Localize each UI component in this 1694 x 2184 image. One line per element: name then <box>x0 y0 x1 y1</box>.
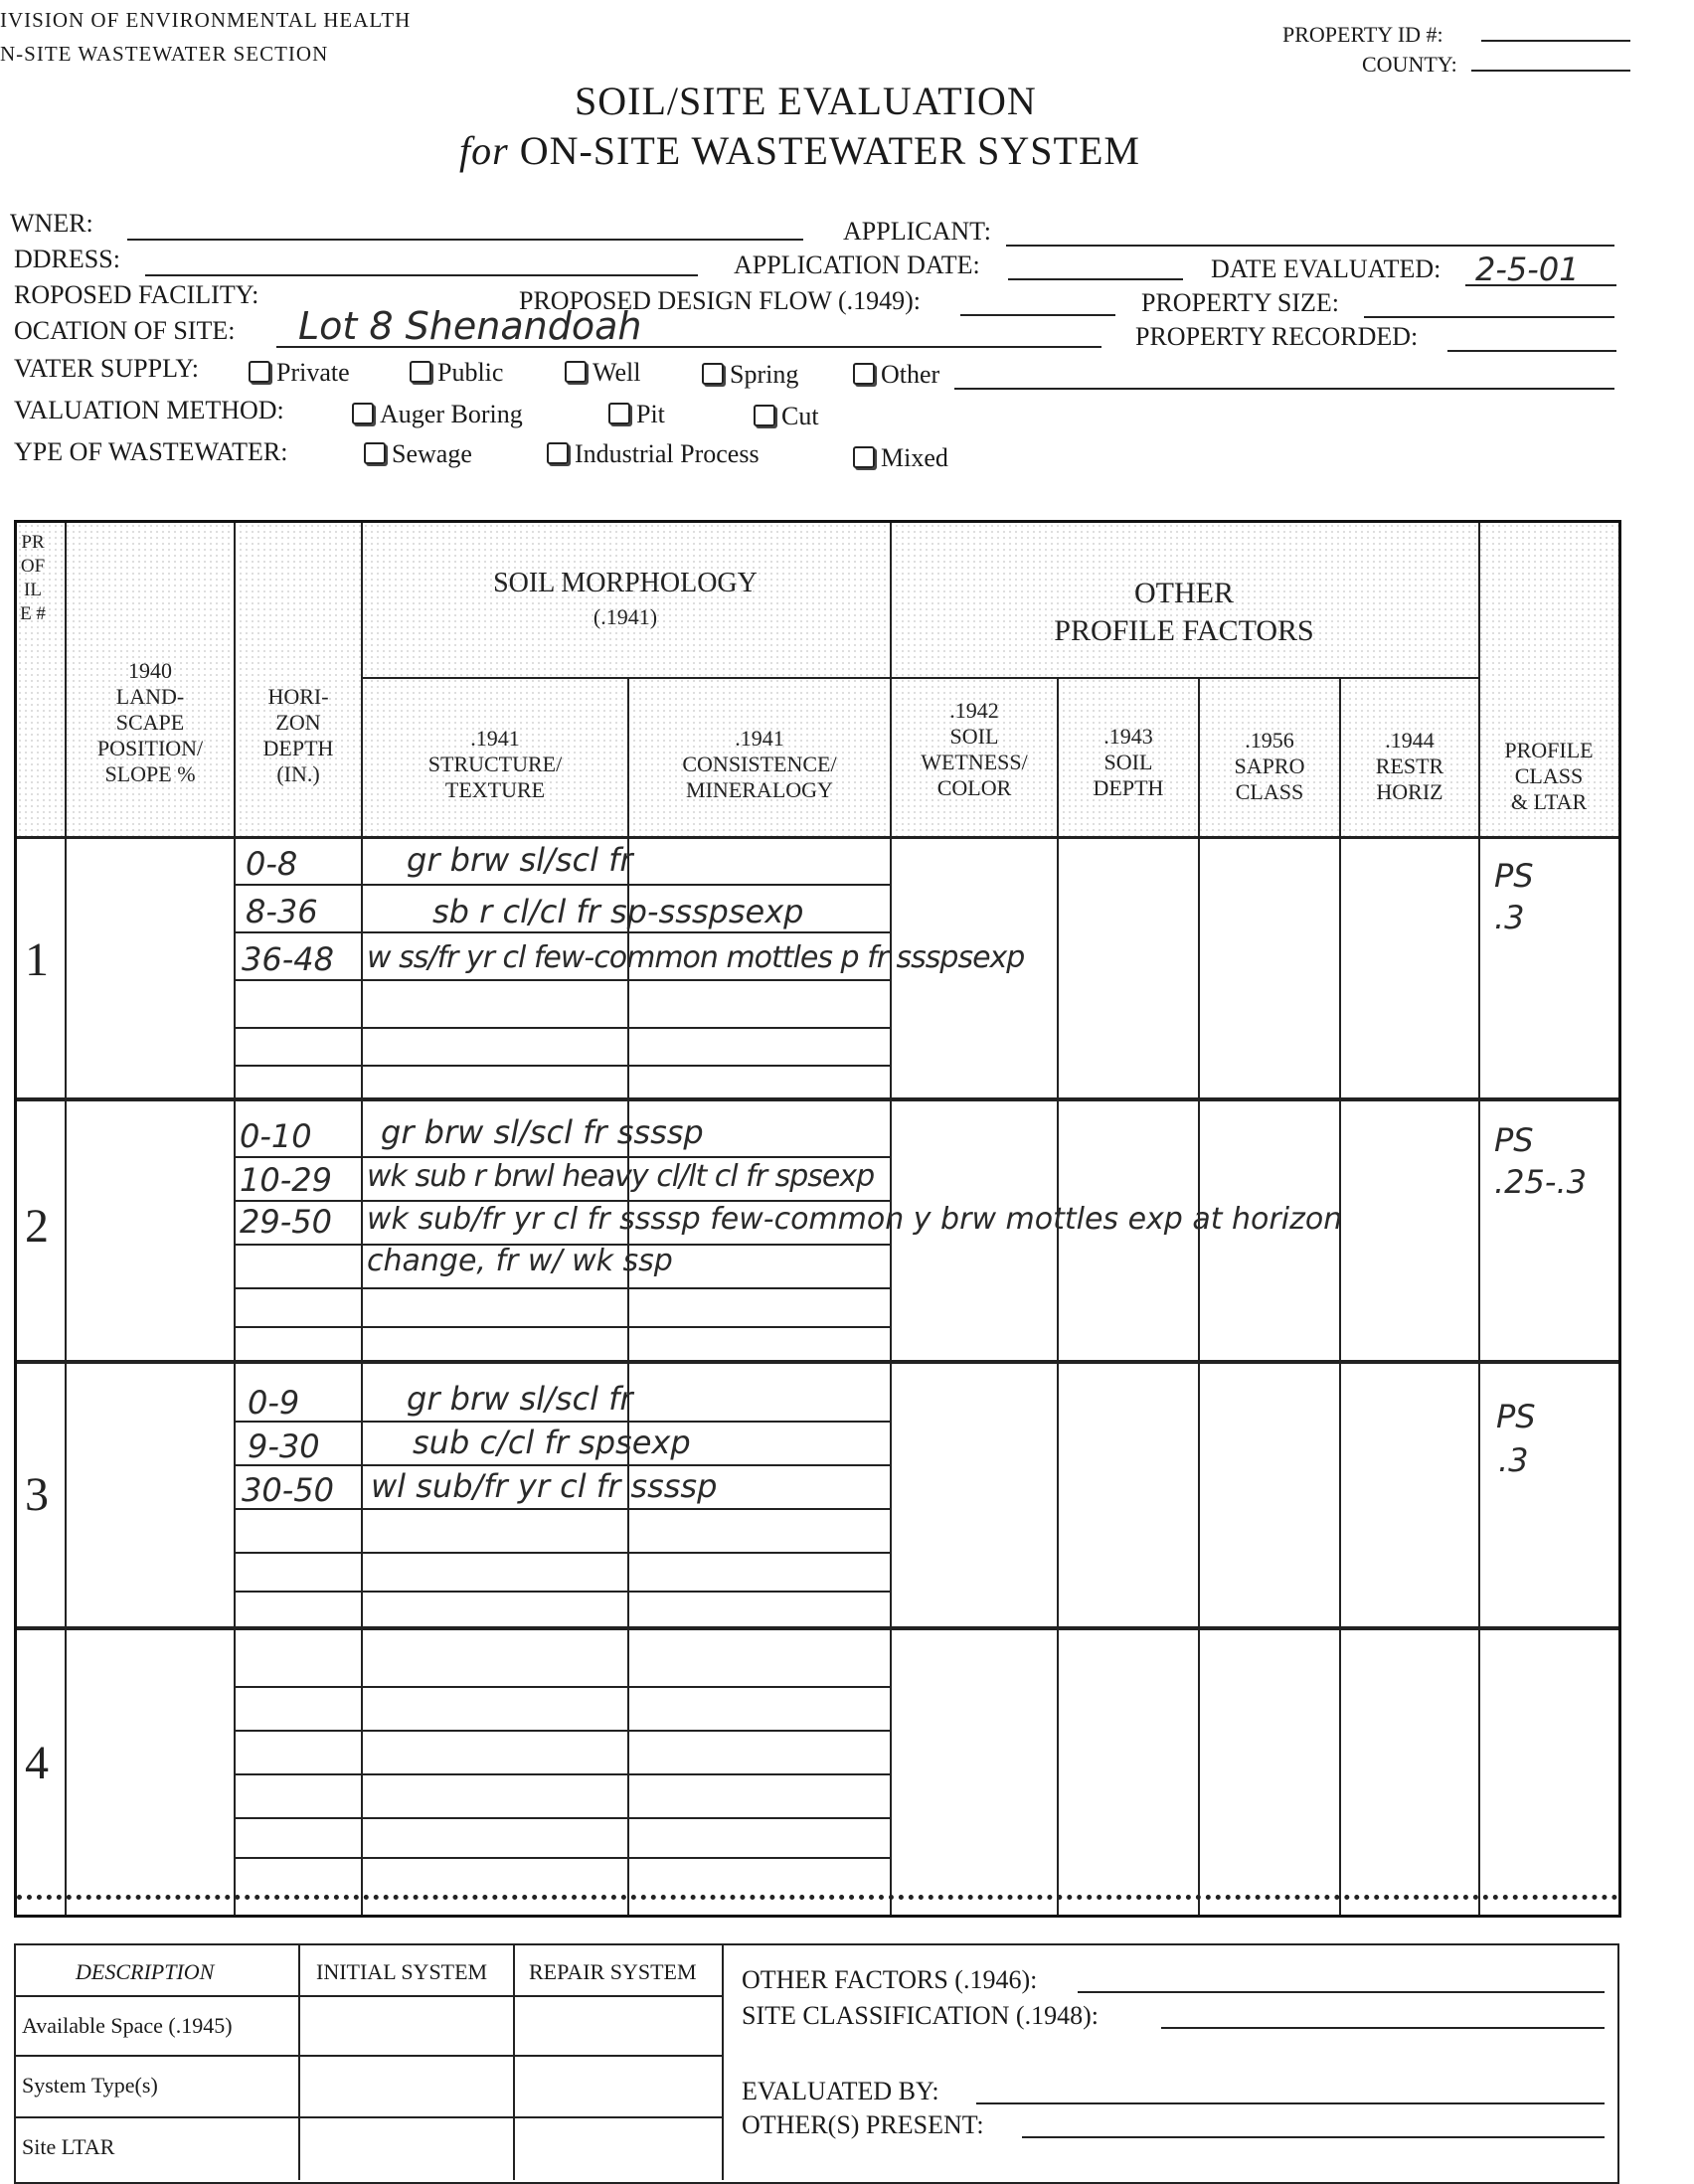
checkbox-icon <box>702 363 724 385</box>
checkbox-icon <box>608 403 630 424</box>
row-divider <box>16 2116 722 2118</box>
checkbox-icon <box>754 405 775 426</box>
horizon-note: gr brw sl/scl fr <box>407 841 633 879</box>
horizon-line <box>234 1156 890 1158</box>
horizon-depth: 30-50 <box>242 1471 334 1509</box>
form-subtitle: for ON-SITE WASTEWATER SYSTEM <box>459 128 1140 173</box>
profile-ltar: .3 <box>1498 1441 1529 1479</box>
other-factors-label: OTHER FACTORS (.1946): <box>742 1965 1038 1994</box>
checkbox-icon <box>853 363 875 385</box>
method-auger-boring[interactable]: Auger Boring <box>352 400 523 429</box>
application-date-field[interactable] <box>1008 278 1183 280</box>
soil-wetness-header: .1942 SOIL WETNESS/ COLOR <box>921 698 1028 800</box>
restr-horiz-header: .1944 RESTR HORIZ <box>1375 728 1444 804</box>
horizon-line <box>234 1326 890 1328</box>
horizon-note: gr brw sl/scl fr <box>407 1380 633 1418</box>
horizon-line <box>234 1065 890 1067</box>
profile-number: 3 <box>25 1468 49 1521</box>
date-evaluated-value: 2-5-01 <box>1475 251 1580 288</box>
profile-number: 1 <box>25 933 49 986</box>
horizon-depth: 0-10 <box>240 1117 312 1155</box>
property-id-line <box>1481 40 1630 42</box>
horizon-line <box>234 931 890 933</box>
location-label: OCATION OF SITE: <box>14 316 236 345</box>
county-label: COUNTY: <box>1362 52 1457 77</box>
horizon-depth: 8-36 <box>246 893 318 930</box>
profile-class: PS <box>1496 1398 1536 1435</box>
checkbox-icon <box>249 361 270 383</box>
method-pit[interactable]: Pit <box>608 400 665 429</box>
horizon-line <box>234 1773 890 1775</box>
property-size-field[interactable] <box>1364 316 1614 318</box>
application-date-label: APPLICATION DATE: <box>734 251 980 279</box>
horizon-line <box>234 1591 890 1593</box>
horizon-line <box>234 1552 890 1554</box>
row-divider <box>16 1995 722 1997</box>
water-supply-label: VATER SUPPLY: <box>14 354 199 383</box>
property-size-label: PROPERTY SIZE: <box>1141 288 1339 317</box>
property-recorded-label: PROPERTY RECORDED: <box>1135 322 1419 351</box>
water-supply-well[interactable]: Well <box>565 358 640 388</box>
available-space-label: Available Space (.1945) <box>22 2013 233 2038</box>
profile-class: PS <box>1494 857 1534 895</box>
horizon-note: sub c/cl fr spsexp <box>413 1424 691 1461</box>
horizon-line <box>234 1817 890 1819</box>
profile-class: PS <box>1494 1121 1534 1159</box>
horizon-depth: 36-48 <box>242 940 334 978</box>
checkbox-icon <box>547 442 569 464</box>
profile-number: 4 <box>25 1737 49 1789</box>
horizon-line <box>234 1421 890 1423</box>
soil-evaluation-table <box>14 520 1621 1918</box>
applicant-label: APPLICANT: <box>843 217 991 246</box>
profile-ltar: .3 <box>1494 899 1525 936</box>
other-factors-field[interactable] <box>1078 1991 1605 1993</box>
horizon-note: wk sub r brwl heavy cl/lt cl fr spsexp <box>367 1159 875 1194</box>
county-line <box>1471 70 1630 72</box>
horizon-line <box>234 979 890 981</box>
horizon-depth-header: HORI- ZON DEPTH (IN.) <box>262 684 334 786</box>
horizon-line <box>234 1857 890 1859</box>
horizon-line <box>234 1686 890 1688</box>
horizon-depth: 0-9 <box>248 1384 300 1422</box>
horizon-line <box>234 1730 890 1732</box>
water-supply-other-field[interactable] <box>954 388 1614 390</box>
checkbox-icon <box>410 361 431 383</box>
landscape-header: 1940 LAND- SCAPE POSITION/ SLOPE % <box>96 658 204 786</box>
location-value: Lot 8 Shenandoah <box>298 304 642 348</box>
soil-depth-header: .1943 SOIL DEPTH <box>1093 724 1164 800</box>
proposed-facility-label: ROPOSED FACILITY: <box>14 280 259 309</box>
profile-separator <box>17 1626 1618 1630</box>
wastewater-industrial[interactable]: Industrial Process <box>547 439 760 469</box>
col-divider <box>1198 677 1200 1915</box>
others-present-field[interactable] <box>1022 2136 1605 2138</box>
owner-field[interactable] <box>127 239 803 241</box>
property-recorded-field[interactable] <box>1447 350 1616 352</box>
site-classification-field[interactable] <box>1161 2027 1605 2029</box>
horizon-line <box>234 1464 890 1466</box>
water-supply-public[interactable]: Public <box>410 358 503 388</box>
design-flow-field[interactable] <box>960 314 1115 316</box>
system-types-label: System Type(s) <box>22 2073 158 2098</box>
method-cut[interactable]: Cut <box>754 402 819 431</box>
col-divider <box>513 1945 515 2180</box>
horizon-line <box>234 884 890 886</box>
horizon-line <box>234 1027 890 1029</box>
header-bottom <box>17 836 1618 839</box>
address-field[interactable] <box>145 274 698 276</box>
form-title: SOIL/SITE EVALUATION <box>575 79 1037 123</box>
checkbox-icon <box>565 361 587 383</box>
header-divider <box>361 677 1478 679</box>
row-divider <box>16 2055 722 2057</box>
address-label: DDRESS: <box>14 245 120 273</box>
owner-label: WNER: <box>10 209 93 238</box>
col-divider <box>1339 677 1341 1915</box>
other-profile-factors-header: OTHER PROFILE FACTORS <box>1054 577 1314 647</box>
col-divider <box>722 1945 724 2180</box>
repair-system-header: REPAIR SYSTEM <box>529 1959 697 1984</box>
soil-morphology-header: SOIL MORPHOLOGY (.1941) <box>493 568 758 629</box>
col-divider <box>1057 677 1059 1915</box>
profile-ltar: .25-.3 <box>1494 1163 1587 1201</box>
checkbox-icon <box>352 403 374 424</box>
profile-number: 2 <box>25 1200 49 1253</box>
horizon-depth: 10-29 <box>240 1161 332 1199</box>
initial-system-header: INITIAL SYSTEM <box>316 1959 488 1984</box>
wastewater-sewage[interactable]: Sewage <box>364 439 472 469</box>
applicant-field[interactable] <box>1006 245 1614 247</box>
date-evaluated-label: DATE EVALUATED: <box>1211 254 1441 283</box>
profile-separator <box>17 1097 1618 1101</box>
water-supply-other[interactable]: Other <box>853 360 939 390</box>
checkbox-icon <box>364 442 386 464</box>
horizon-note: sb r cl/cl fr sp-ssspsexp <box>432 893 804 930</box>
profile-separator <box>17 1895 1618 1900</box>
col-divider <box>1478 523 1480 1915</box>
consistence-mineralogy-header: .1941 CONSISTENCE/ MINERALOGY <box>682 726 837 802</box>
description-header: DESCRIPTION <box>76 1959 215 1984</box>
water-supply-spring[interactable]: Spring <box>702 360 798 390</box>
water-supply-private[interactable]: Private <box>249 358 350 388</box>
horizon-depth: 29-50 <box>240 1203 332 1241</box>
site-ltar-label: Site LTAR <box>22 2134 115 2159</box>
horizon-line <box>234 1287 890 1289</box>
structure-texture-header: .1941 STRUCTURE/ TEXTURE <box>427 726 563 802</box>
horizon-note: wk sub/fr yr cl fr ssssp few-common y brw mottles exp at horizon change, fr w/ wk ssp <box>367 1202 1343 1278</box>
division-label: IVISION OF ENVIRONMENTAL HEALTH <box>0 8 412 32</box>
property-id-label: PROPERTY ID #: <box>1282 22 1443 47</box>
checkbox-icon <box>853 446 875 468</box>
evaluation-method-label: VALUATION METHOD: <box>14 396 284 424</box>
wastewater-mixed[interactable]: Mixed <box>853 443 948 473</box>
col-divider <box>298 1945 300 2180</box>
horizon-depth: 0-8 <box>246 845 298 883</box>
section-label: N-SITE WASTEWATER SECTION <box>0 42 329 66</box>
system-summary-table <box>14 1943 1619 2184</box>
profile-separator <box>17 1360 1618 1364</box>
site-classification-label: SITE CLASSIFICATION (.1948): <box>742 2001 1099 2030</box>
horizon-note: wl sub/fr yr cl fr ssssp <box>371 1467 718 1505</box>
sapro-class-header: .1956 SAPRO CLASS <box>1234 728 1305 804</box>
evaluated-by-label: EVALUATED BY: <box>742 2077 939 2105</box>
horizon-note: w ss/fr yr cl few-common mottles p fr ssspsexp <box>367 940 1025 975</box>
evaluated-by-field[interactable] <box>976 2102 1605 2104</box>
profile-class-header: PROFILE CLASS & LTAR <box>1504 738 1594 814</box>
horizon-depth: 9-30 <box>248 1428 320 1465</box>
horizon-note: gr brw sl/scl fr ssssp <box>381 1113 704 1151</box>
wastewater-type-label: YPE OF WASTEWATER: <box>14 437 288 466</box>
others-present-label: OTHER(S) PRESENT: <box>742 2110 984 2139</box>
profile-number-header: PROFILE # <box>20 532 46 624</box>
design-flow-label: PROPOSED DESIGN FLOW (.1949): <box>519 286 921 315</box>
